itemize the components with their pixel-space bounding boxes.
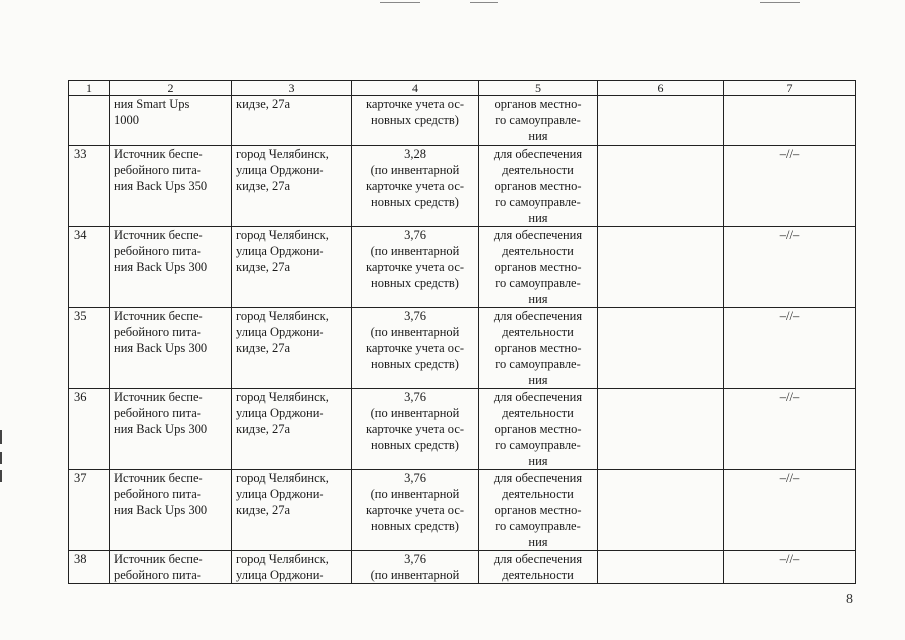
table-row <box>69 227 856 308</box>
cell-col6 <box>598 227 724 308</box>
cell-number: 38 <box>69 551 110 584</box>
cell-col6 <box>598 551 724 584</box>
cell-address: город Челябинск, улица Орджони- кидзе, 27а <box>232 470 352 551</box>
cell-cost: 3,28 (по инвентарной карточке учета ос- новных средств) <box>352 146 479 227</box>
header-cell: 1 <box>69 81 110 96</box>
cell-purpose: для обеспечения деятельности органов местно- го самоуправле- ния <box>479 227 598 308</box>
cell-cost: 3,76 (по инвентарной карточке учета ос- новных средств) <box>352 470 479 551</box>
cell-cost: 3,76 (по инвентарной <box>352 551 479 584</box>
cell-name: Источник беспе- ребойного пита- ния Back Ups 300 <box>110 470 232 551</box>
table-row-continuation <box>69 96 856 146</box>
table-row <box>69 308 856 389</box>
cell-name: Источник беспе- ребойного пита- ния Back Ups 300 <box>110 389 232 470</box>
cell-cost: 3,76 (по инвентарной карточке учета ос- новных средств) <box>352 308 479 389</box>
cell-col6 <box>598 146 724 227</box>
cell-col6 <box>598 389 724 470</box>
cell-col7: –//– <box>724 227 856 308</box>
page-number: 8 <box>846 592 853 607</box>
cell-cost: карточке учета ос- новных средств) <box>352 96 479 146</box>
cell-number: 37 <box>69 470 110 551</box>
table-header-row <box>69 81 856 96</box>
header-cell: 6 <box>598 81 724 96</box>
cell-col7: –//– <box>724 470 856 551</box>
cell-col7: –//– <box>724 389 856 470</box>
cell-col7 <box>724 96 856 146</box>
cell-name: Источник беспе- ребойного пита- ния Back Ups 300 <box>110 227 232 308</box>
header-cell: 7 <box>724 81 856 96</box>
cell-name: Источник беспе- ребойного пита- <box>110 551 232 584</box>
cell-purpose: для обеспечения деятельности органов местно- го самоуправле- ния <box>479 146 598 227</box>
cell-address: город Челябинск, улица Орджони- кидзе, 27а <box>232 308 352 389</box>
table-row <box>69 146 856 227</box>
cell-col7: –//– <box>724 551 856 584</box>
cell-number: 34 <box>69 227 110 308</box>
cell-number: 36 <box>69 389 110 470</box>
cell-name: Источник беспе- ребойного пита- ния Back Ups 300 <box>110 308 232 389</box>
cell-name: Источник беспе- ребойного пита- ния Back Ups 350 <box>110 146 232 227</box>
cell-purpose: для обеспечения деятельности органов местно- го самоуправле- ния <box>479 308 598 389</box>
header-cell: 3 <box>232 81 352 96</box>
cell-address: город Челябинск, улица Орджони- кидзе, 27а <box>232 227 352 308</box>
cell-purpose: органов местно- го самоуправле- ния <box>479 96 598 146</box>
cell-number: 33 <box>69 146 110 227</box>
table-row <box>69 389 856 470</box>
cell-address: кидзе, 27а <box>232 96 352 146</box>
cell-number <box>69 96 110 146</box>
cell-purpose: для обеспечения деятельности органов местно- го самоуправле- ния <box>479 389 598 470</box>
cell-address: город Челябинск, улица Орджони- кидзе, 27а <box>232 146 352 227</box>
cell-cost: 3,76 (по инвентарной карточке учета ос- новных средств) <box>352 389 479 470</box>
cell-name: ния Smart Ups 1000 <box>110 96 232 146</box>
property-register-table <box>68 80 856 584</box>
cell-number: 35 <box>69 308 110 389</box>
cell-address: город Челябинск, улица Орджони- <box>232 551 352 584</box>
header-cell: 5 <box>479 81 598 96</box>
cell-purpose: для обеспечения деятельности органов местно- го самоуправле- ния <box>479 470 598 551</box>
table-row <box>69 470 856 551</box>
cell-col6 <box>598 470 724 551</box>
header-cell: 2 <box>110 81 232 96</box>
header-cell: 4 <box>352 81 479 96</box>
cell-purpose: для обеспечения деятельности <box>479 551 598 584</box>
cell-col7: –//– <box>724 146 856 227</box>
scan-marks-top <box>0 0 905 8</box>
cell-col6 <box>598 308 724 389</box>
cell-col7: –//– <box>724 308 856 389</box>
table-row <box>69 551 856 584</box>
cell-col6 <box>598 96 724 146</box>
cell-address: город Челябинск, улица Орджони- кидзе, 27а <box>232 389 352 470</box>
cell-cost: 3,76 (по инвентарной карточке учета ос- новных средств) <box>352 227 479 308</box>
